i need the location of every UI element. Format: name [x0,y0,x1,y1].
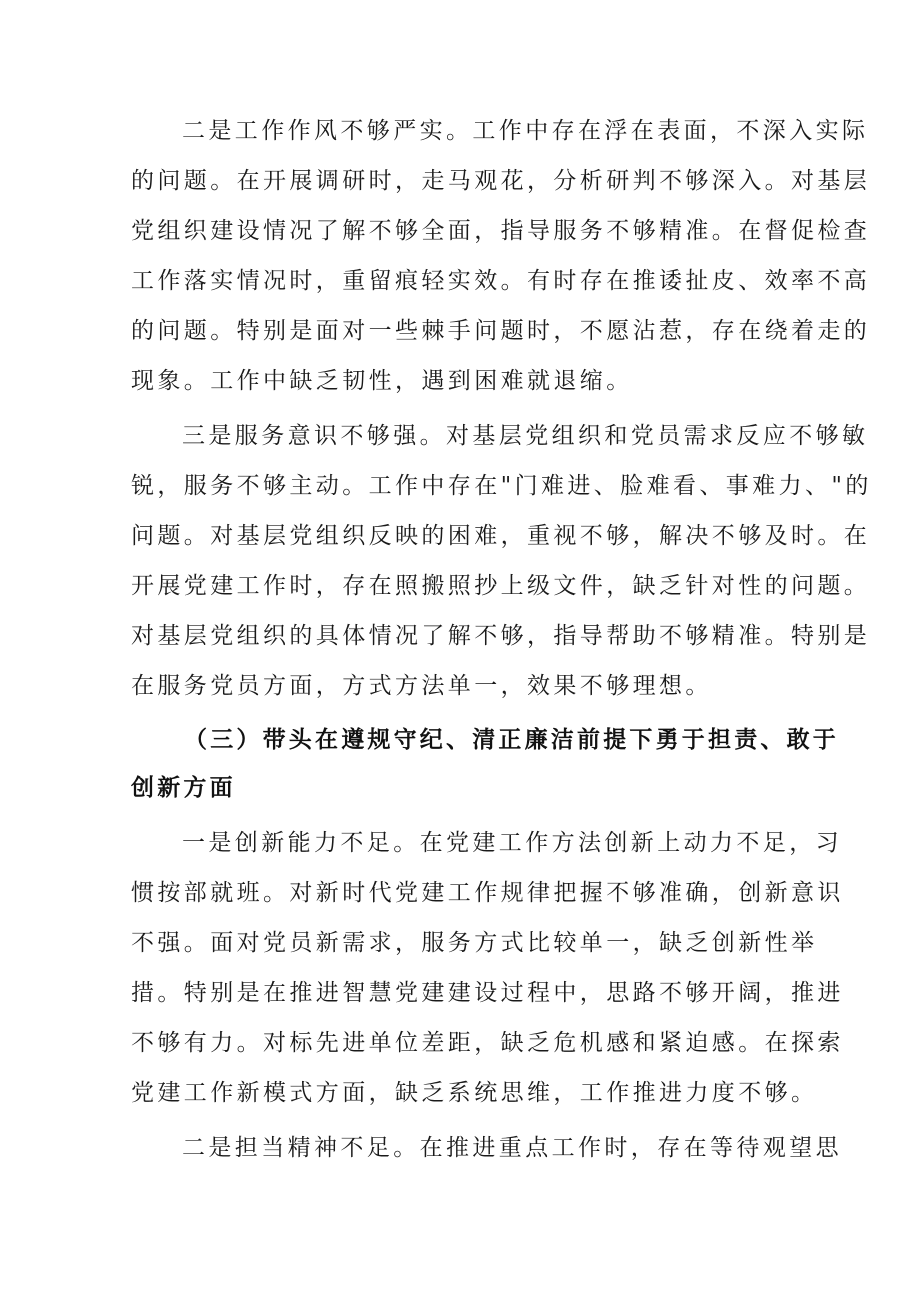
text-line: 工作落实情况时，重留痕轻实效。有时存在推诿扯皮、效率不高 [131,268,871,294]
text-line: 在服务党员方面，方式方法单一，效果不够理想。 [131,673,712,699]
text-line: 惯按部就班。对新时代党建工作规律把握不够准确，创新意识 [131,880,844,906]
text-line: 不强。面对党员新需求，服务方式比较单一，缺乏创新性举 [131,930,818,956]
text-line: 二是担当精神不足。在推进重点工作时，存在等待观望思 [182,1135,842,1161]
text-line: 一是创新能力不足。在党建工作方法创新上动力不足，习 [182,830,842,856]
text-line: 党建工作新模式方面，缺乏系统思维，工作推进力度不够。 [131,1080,818,1106]
text-line: 措。特别是在推进智慧党建建设过程中，思路不够开阔，推进 [131,980,844,1006]
text-line: 三是服务意识不够强。对基层党组织和党员需求反应不够敏 [182,423,869,449]
text-line: 二是工作作风不够严实。工作中存在浮在表面，不深入实际 [182,118,869,144]
heading-line: （三）带头在遵规守纪、清正廉洁前提下勇于担责、敢于 [184,727,839,753]
text-line: 对基层党组织的具体情况了解不够，指导帮助不够精准。特别是 [131,623,871,649]
text-line: 现象。工作中缺乏韧性，遇到困难就退缩。 [131,368,633,394]
text-line: 的问题。特别是面对一些棘手问题时，不愿沾惹，存在绕着走的 [131,318,871,344]
text-line: 的问题。在开展调研时，走马观花，分析研判不够深入。对基层 [131,168,871,194]
text-line: 锐，服务不够主动。工作中存在"门难进、脸难看、事难力、"的 [131,473,872,499]
text-line: 不够有力。对标先进单位差距，缺乏危机感和紧迫感。在探索 [131,1030,844,1056]
text-line: 开展党建工作时，存在照搬照抄上级文件，缺乏针对性的问题。 [131,573,871,599]
text-line: 党组织建设情况了解不够全面，指导服务不够精准。在督促检查 [131,218,871,244]
text-line: 问题。对基层党组织反映的困难，重视不够，解决不够及时。在 [131,523,871,549]
heading-line: 创新方面 [131,775,236,801]
